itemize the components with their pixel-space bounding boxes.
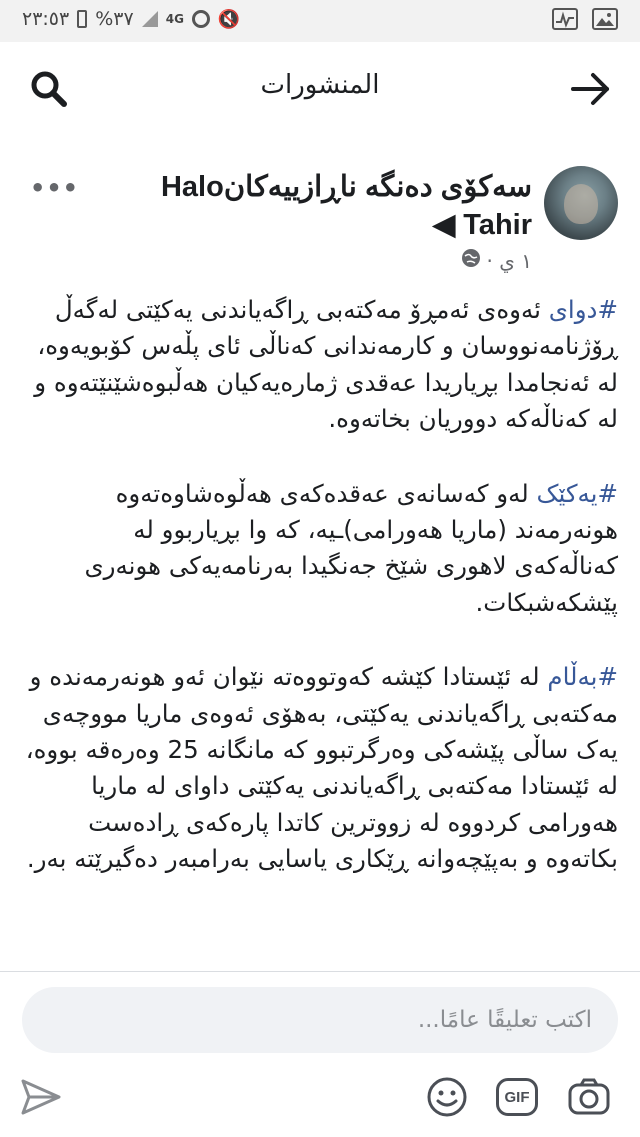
send-icon[interactable]	[18, 1074, 64, 1120]
post-meta	[461, 248, 532, 273]
pulse-icon	[552, 8, 578, 30]
4g-icon: 4G	[165, 12, 184, 26]
camera-icon[interactable]	[566, 1074, 612, 1120]
comment-bar	[22, 987, 618, 1053]
status-right	[552, 8, 618, 30]
hashtag-link[interactable]: #دوای	[548, 295, 618, 324]
status-left	[22, 8, 240, 30]
hashtag-link[interactable]: #بەڵام	[547, 662, 618, 692]
comment-input[interactable]	[22, 987, 618, 1053]
post-author[interactable]: سەکۆی دەنگە ناڕازییەکانHalo ◀ Tahir	[160, 171, 532, 241]
battery-icon	[77, 10, 87, 28]
post-body	[22, 292, 618, 916]
signal-icon	[142, 11, 158, 27]
avatar[interactable]	[544, 166, 618, 240]
mute-icon: 🔇	[217, 8, 241, 30]
gif-icon[interactable]	[494, 1074, 540, 1120]
paragraph-text: ئەوەی ئەمڕۆ مەکتەبی ڕاگەیاندنی یەکێتی لەگەڵ ڕۆژنامەنووسان و کارمەندانی کەناڵی ئای پڵەس کۆبویەوە، لە ئەنجامدا بڕیاریدا عەقدی ژمارەیەکیان هەڵبوەشێنێتەوە و لە کەناڵەکە دووریان بخاتەوە.	[34, 295, 618, 434]
gif-label: GIF	[496, 1078, 538, 1116]
status-time: ٢٣:٥٣	[22, 8, 70, 30]
emoji-icon[interactable]	[424, 1074, 470, 1120]
arrow-right-icon[interactable]	[566, 64, 616, 114]
alarm-icon	[192, 10, 210, 28]
paragraph-text: لە ئێستادا کێشە کەوتووەتە نێوان ئەو هونەرمەندە و مەکتەبی ڕاگەیاندنی یەکێتی، بەهۆی ئەوەی ماریا مووچەی یەک ساڵی پێشەکی وەرگرتبوو کە مانگانە 25 وەرەقە بووە، لە ئێستادا مەکتەبی ڕاگەیاندنی یەکێتی داوای لە ماریا هەورامی کردووە لە زووترین کاتدا پارەکەی ڕادەست بکاتەوە و بەپێچەوانە ڕێکاری یاسایی بەرامبەر دەگیرێتە بەر.	[25, 662, 618, 874]
post-paragraph	[22, 292, 618, 438]
post-paragraph	[22, 476, 618, 622]
page-title: المنشورات	[260, 70, 380, 100]
top-bar	[0, 42, 640, 138]
battery-percent: %٣٧	[95, 8, 134, 30]
post-header	[0, 160, 640, 280]
divider	[0, 971, 640, 972]
globe-icon	[461, 248, 481, 273]
hashtag-link[interactable]: #یەکێک	[536, 478, 618, 508]
post-time: ١ ي ·	[486, 248, 532, 273]
more-options-button[interactable]: •••	[30, 174, 80, 202]
gallery-icon	[592, 8, 618, 30]
status-bar	[0, 0, 640, 42]
comment-toolbar	[0, 1062, 640, 1132]
post-paragraph	[22, 659, 618, 877]
paragraph-text: لەو کەسانەی عەقدەکەی هەڵوەشاوەتەوە هونەرمەند (ماریا هەورامی)ـیە، کە وا بڕیاربوو لە کەناڵەکەی لاهوری شێخ جەنگیدا بەرنامەیەکی هونەری پێشکەشبکات.	[84, 478, 618, 617]
